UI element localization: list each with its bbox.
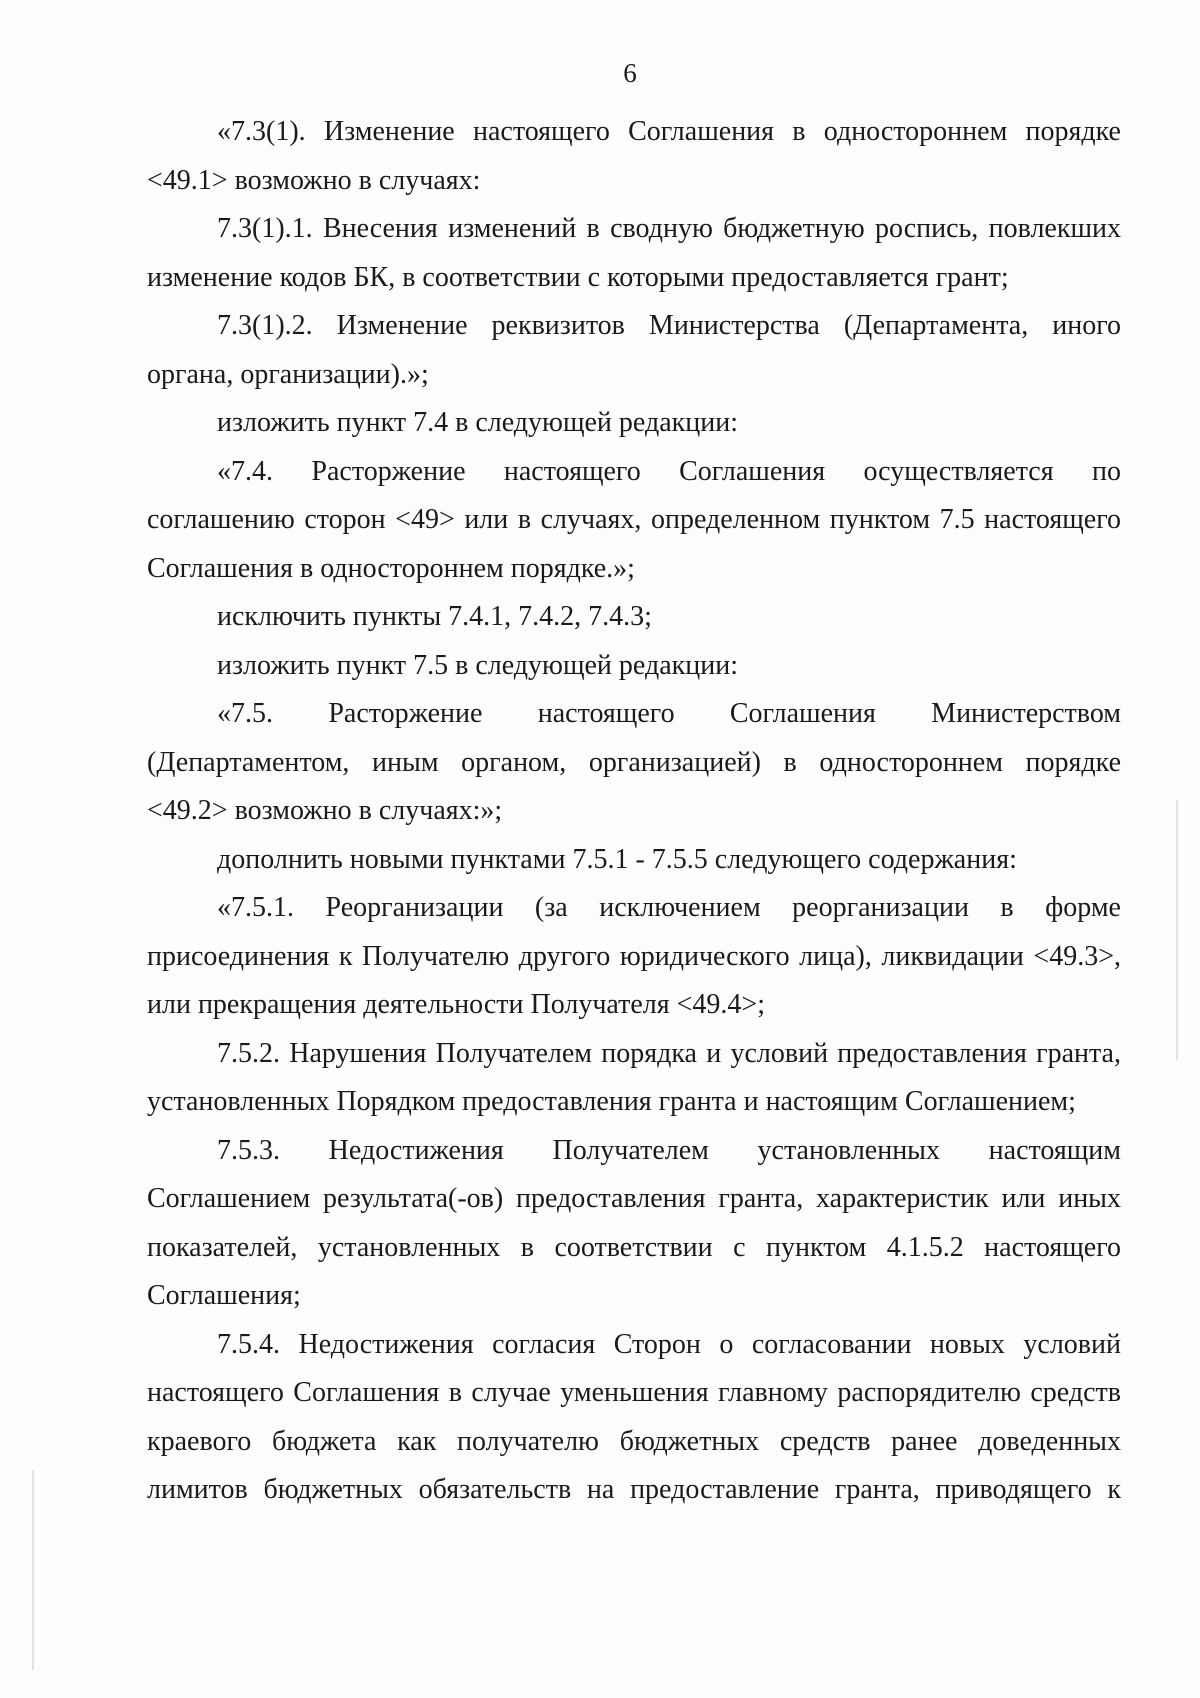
document-body [147,108,1121,1515]
paragraph [147,836,1121,885]
text-line: «7.3(1). Изменение настоящего Соглашения в одностороннем порядке [217,116,1121,147]
paragraph [147,690,1121,836]
text-line: <49.1> возможно в случаях: [147,164,481,196]
paragraph [147,1030,1121,1127]
paragraph [147,108,1121,205]
text-line: (Департаментом, иным органом, организацией) в одностороннем порядке [147,746,1121,778]
text-line: изложить пункт 7.4 в следующей редакции: [217,407,738,438]
text-line: Соглашения; [147,1280,301,1311]
scan-artifact-right [1176,800,1178,1060]
paragraph [147,399,1121,448]
text-line: показателей, установленных в соответствии с пунктом 4.1.5.2 настоящего [147,1231,1121,1263]
text-line: изменение кодов БК, в соответствии с которыми предоставляется грант; [147,261,1009,293]
text-line: 7.5.3. Недостижения Получателем установленных настоящим [217,1134,1121,1166]
text-line: Соглашения в одностороннем порядке.»; [147,552,635,584]
text-line: или прекращения деятельности Получателя <49.4>; [147,989,765,1020]
paragraph [147,593,1121,642]
page-number: 6 [623,58,637,88]
text-line: 7.3(1).2. Изменение реквизитов Министерства (Департамента, иного [217,310,1121,341]
text-line: дополнить новыми пунктами 7.5.1 - 7.5.5 следующего содержания: [217,843,1017,875]
text-line: настоящего Соглашения в случае уменьшения главному распорядителю средств [147,1377,1121,1408]
paragraph [147,448,1121,594]
text-line: 7.5.2. Нарушения Получателем порядка и условий предоставления гранта, [217,1037,1121,1069]
text-line: «7.5. Расторжение настоящего Соглашения Министерством [217,698,1121,729]
text-line: присоединения к Получателю другого юридического лица), ликвидации <49.3>, [147,940,1121,972]
paragraph [147,1321,1121,1515]
text-line: органа, организации).»; [147,358,429,390]
text-line: краевого бюджета как получателю бюджетных средств ранее доведенных [147,1425,1121,1457]
text-line: <49.2> возможно в случаях:»; [147,795,503,826]
scan-artifact-left [32,1470,34,1670]
text-line: «7.4. Расторжение настоящего Соглашения осуществляется по [217,455,1121,487]
paragraph [147,642,1121,691]
text-line: «7.5.1. Реорганизации (за исключением реорганизации в форме [217,892,1121,923]
text-line: исключить пункты 7.4.1, 7.4.2, 7.4.3; [217,601,652,632]
paragraph [147,302,1121,399]
paragraph [147,1127,1121,1321]
paragraph [147,205,1121,302]
text-line: установленных Порядком предоставления гранта и настоящим Соглашением; [147,1086,1076,1117]
text-line: Соглашением результата(-ов) предоставления гранта, характеристик или иных [147,1183,1121,1214]
text-line: соглашению сторон <49> или в случаях, определенном пунктом 7.5 настоящего [147,504,1121,535]
text-line: 7.5.4. Недостижения согласия Сторон о согласовании новых условий [217,1328,1121,1360]
text-line: изложить пункт 7.5 в следующей редакции: [217,649,738,681]
text-line: 7.3(1).1. Внесения изменений в сводную бюджетную роспись, повлекших [217,213,1121,244]
text-line: лимитов бюджетных обязательств на предоставление гранта, приводящего к [147,1474,1121,1505]
paragraph [147,884,1121,1030]
